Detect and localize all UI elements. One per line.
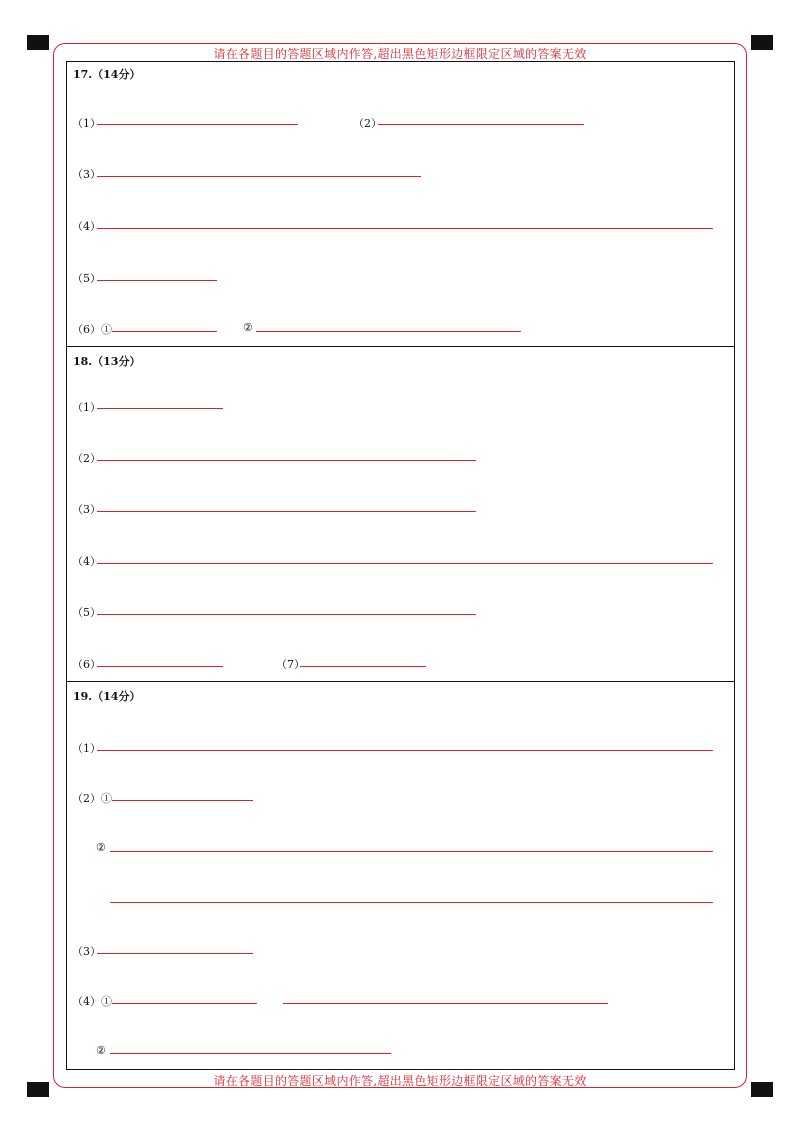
q17-label-4: （4） bbox=[72, 220, 101, 233]
notice-bottom: 请在各题目的答题区域内作答,超出黑色矩形边框限定区域的答案无效 bbox=[213, 1074, 587, 1088]
q18-label-6: （6） bbox=[72, 658, 101, 671]
q18-label-7: （7） bbox=[276, 658, 305, 671]
section-divider-19 bbox=[66, 681, 735, 682]
q19-answer-line-1[interactable] bbox=[97, 750, 713, 751]
q19-answer-line-3[interactable] bbox=[97, 953, 253, 954]
q19-label-1: （1） bbox=[72, 742, 101, 755]
q18-answer-line-6[interactable] bbox=[97, 666, 223, 667]
q18-answer-line-1[interactable] bbox=[97, 408, 223, 409]
q19-answer-line-2a[interactable] bbox=[112, 800, 253, 801]
q17-answer-line-3[interactable] bbox=[97, 176, 421, 177]
q17-title: 17.（14分） bbox=[73, 68, 141, 81]
q19-label-2b: ② bbox=[96, 841, 106, 854]
q17-label-5: （5） bbox=[72, 272, 101, 285]
q17-answer-line-6a[interactable] bbox=[112, 331, 217, 332]
q19-label-2a: （2）① bbox=[72, 792, 112, 805]
q18-title: 18.（13分） bbox=[73, 355, 141, 368]
q17-label-3: （3） bbox=[72, 168, 101, 181]
answer-box bbox=[66, 61, 735, 1070]
q18-label-3: （3） bbox=[72, 503, 101, 516]
q18-label-2: （2） bbox=[72, 452, 101, 465]
q17-label-6a: （6）① bbox=[72, 323, 112, 336]
q19-title: 19.（14分） bbox=[73, 690, 141, 703]
q17-answer-line-2[interactable] bbox=[378, 124, 584, 125]
q17-label-2: （2） bbox=[353, 117, 382, 130]
q19-label-4a: （4）① bbox=[72, 995, 112, 1008]
q18-answer-line-3[interactable] bbox=[97, 511, 476, 512]
q17-label-6b: ② bbox=[243, 321, 253, 334]
q18-answer-line-4[interactable] bbox=[97, 563, 713, 564]
q18-answer-line-7[interactable] bbox=[300, 666, 426, 667]
q19-label-4b: ② bbox=[96, 1044, 106, 1057]
q17-answer-line-1[interactable] bbox=[97, 124, 298, 125]
q17-answer-line-4[interactable] bbox=[97, 228, 713, 229]
q19-answer-line-2b-1[interactable] bbox=[110, 851, 713, 852]
q19-answer-line-2b-2[interactable] bbox=[110, 902, 713, 903]
q19-answer-line-4a-2[interactable] bbox=[283, 1003, 608, 1004]
q18-label-4: （4） bbox=[72, 555, 101, 568]
q18-label-1: （1） bbox=[72, 401, 101, 414]
q17-answer-line-6b[interactable] bbox=[256, 331, 521, 332]
q18-answer-line-5[interactable] bbox=[97, 614, 476, 615]
q19-answer-line-4b[interactable] bbox=[110, 1053, 391, 1054]
section-divider-18 bbox=[66, 346, 735, 347]
notice-top: 请在各题目的答题区域内作答,超出黑色矩形边框限定区域的答案无效 bbox=[213, 47, 587, 61]
q17-label-1: （1） bbox=[72, 117, 101, 130]
q17-answer-line-5[interactable] bbox=[97, 280, 217, 281]
q18-label-5: （5） bbox=[72, 606, 101, 619]
q19-answer-line-4a-1[interactable] bbox=[112, 1003, 257, 1004]
q19-label-3: （3） bbox=[72, 945, 101, 958]
q18-answer-line-2[interactable] bbox=[97, 460, 476, 461]
